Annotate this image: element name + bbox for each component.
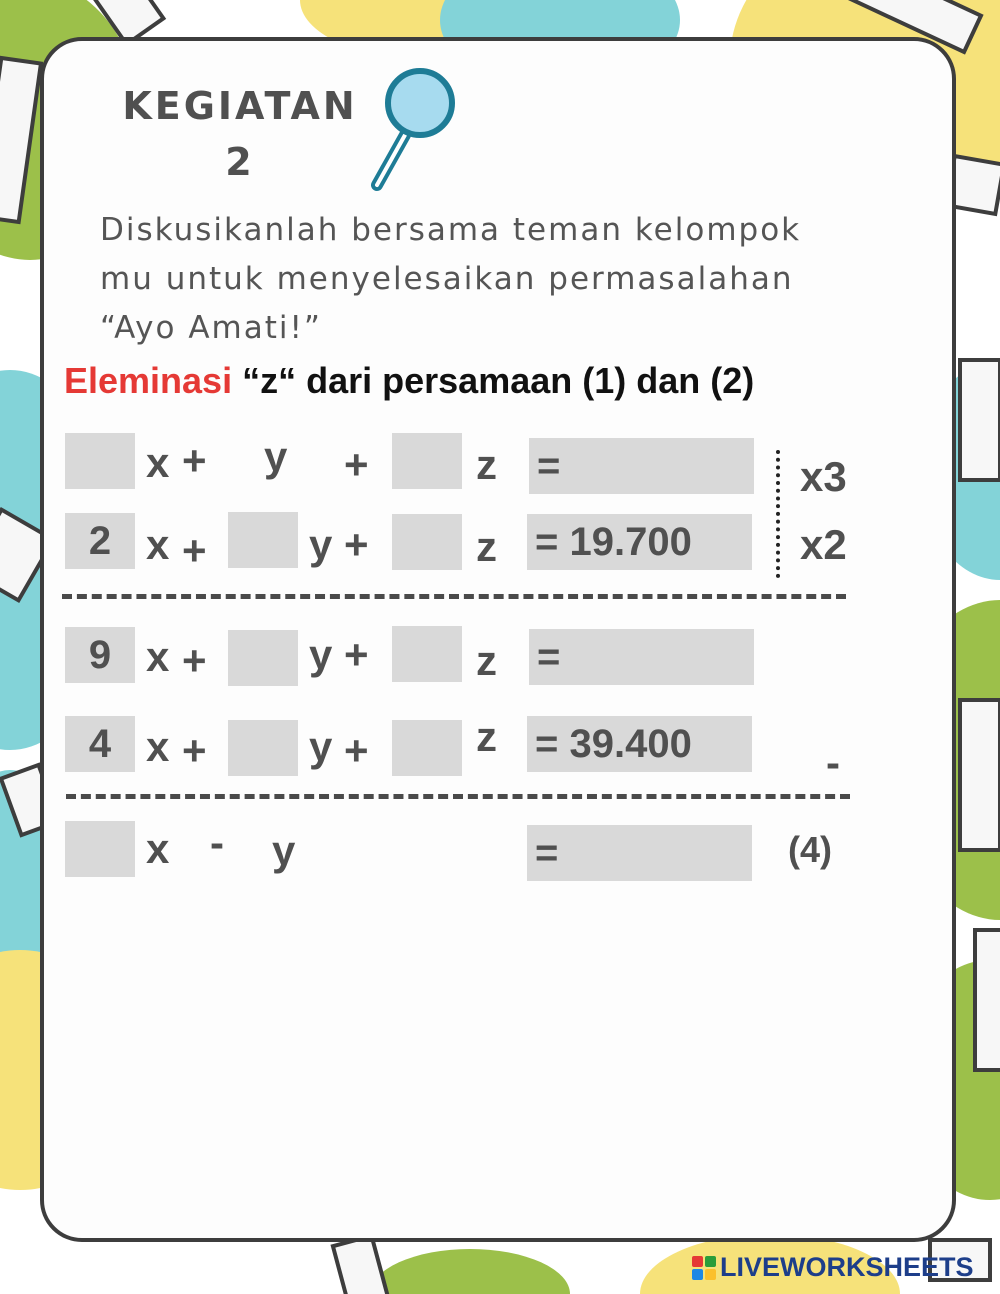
row5-x-coefficient-input[interactable] xyxy=(65,821,135,877)
row1-z-coefficient-input[interactable] xyxy=(392,433,462,489)
row2-x-symbol: x xyxy=(146,521,170,568)
activity-title xyxy=(100,78,380,190)
row2-x-coefficient: 2 xyxy=(65,513,135,569)
activity-title-line1: KEGIATAN xyxy=(122,84,358,128)
row3-result-input[interactable]: = xyxy=(529,629,754,685)
row1-plus: + xyxy=(182,437,207,484)
liveworksheets-icon xyxy=(692,1256,716,1280)
separator-line-1 xyxy=(62,594,846,599)
row3-plus: + xyxy=(182,637,207,684)
row3-x-coefficient: 9 xyxy=(65,627,135,683)
row3-y-symbol: y xyxy=(309,631,333,678)
magnifier-icon xyxy=(365,65,460,195)
row1-z-symbol: z xyxy=(476,441,497,488)
row5-minus: - xyxy=(210,819,224,866)
liveworksheets-logo xyxy=(692,1252,974,1283)
row1-x-coefficient-input[interactable] xyxy=(65,433,135,489)
row4-plus-2: + xyxy=(344,727,369,774)
instruction-text xyxy=(100,206,860,353)
instruction-line3: “Ayo Amati!” xyxy=(100,310,322,346)
row5-x-symbol: x xyxy=(146,825,170,872)
heading-rest: “z“ dari persamaan (1) dan (2) xyxy=(232,360,755,401)
row2-plus-2: + xyxy=(344,521,369,568)
row5-result-input[interactable]: = xyxy=(527,825,752,881)
row3-z-coefficient-input[interactable] xyxy=(392,626,462,682)
row2-multiplier: x2 xyxy=(800,521,847,568)
heading-keyword: Eleminasi xyxy=(64,360,233,401)
subtract-operator: - xyxy=(826,739,840,786)
row2-z-symbol: z xyxy=(476,523,497,570)
row2-plus: + xyxy=(182,527,207,574)
row4-y-coefficient-input[interactable] xyxy=(228,720,298,776)
instruction-line2: mu untuk menyelesaikan permasalahan xyxy=(100,261,794,297)
brand-name: LIVEWORKSHEETS xyxy=(720,1252,974,1282)
row4-z-symbol: z xyxy=(476,713,497,760)
row5-y-symbol: y xyxy=(272,827,296,874)
row4-x-symbol: x xyxy=(146,723,170,770)
instruction-line1: Diskusikanlah bersama teman kelompok xyxy=(100,212,802,248)
row3-z-symbol: z xyxy=(476,637,497,684)
row3-plus-2: + xyxy=(344,631,369,678)
row2-y-symbol: y xyxy=(309,521,333,568)
activity-number: 2 xyxy=(225,140,255,184)
row4-y-symbol: y xyxy=(309,723,333,770)
row1-plus-2: + xyxy=(344,441,369,488)
row1-x-symbol: x xyxy=(146,439,170,486)
row2-y-coefficient-input[interactable] xyxy=(228,512,298,568)
row4-z-coefficient-input[interactable] xyxy=(392,720,462,776)
row1-multiplier: x3 xyxy=(800,453,847,500)
row2-result: = 19.700 xyxy=(527,514,752,570)
multiplier-divider xyxy=(776,450,780,578)
separator-line-2 xyxy=(66,794,850,799)
row1-y-symbol: y xyxy=(264,433,288,480)
row3-x-symbol: x xyxy=(146,633,170,680)
row2-z-coefficient-input[interactable] xyxy=(392,514,462,570)
row4-plus: + xyxy=(182,727,207,774)
equation-label: (4) xyxy=(788,829,832,870)
row4-x-coefficient: 4 xyxy=(65,716,135,772)
elimination-heading xyxy=(64,360,754,402)
row3-y-coefficient-input[interactable] xyxy=(228,630,298,686)
row1-result-input[interactable]: = xyxy=(529,438,754,494)
row4-result: = 39.400 xyxy=(527,716,752,772)
